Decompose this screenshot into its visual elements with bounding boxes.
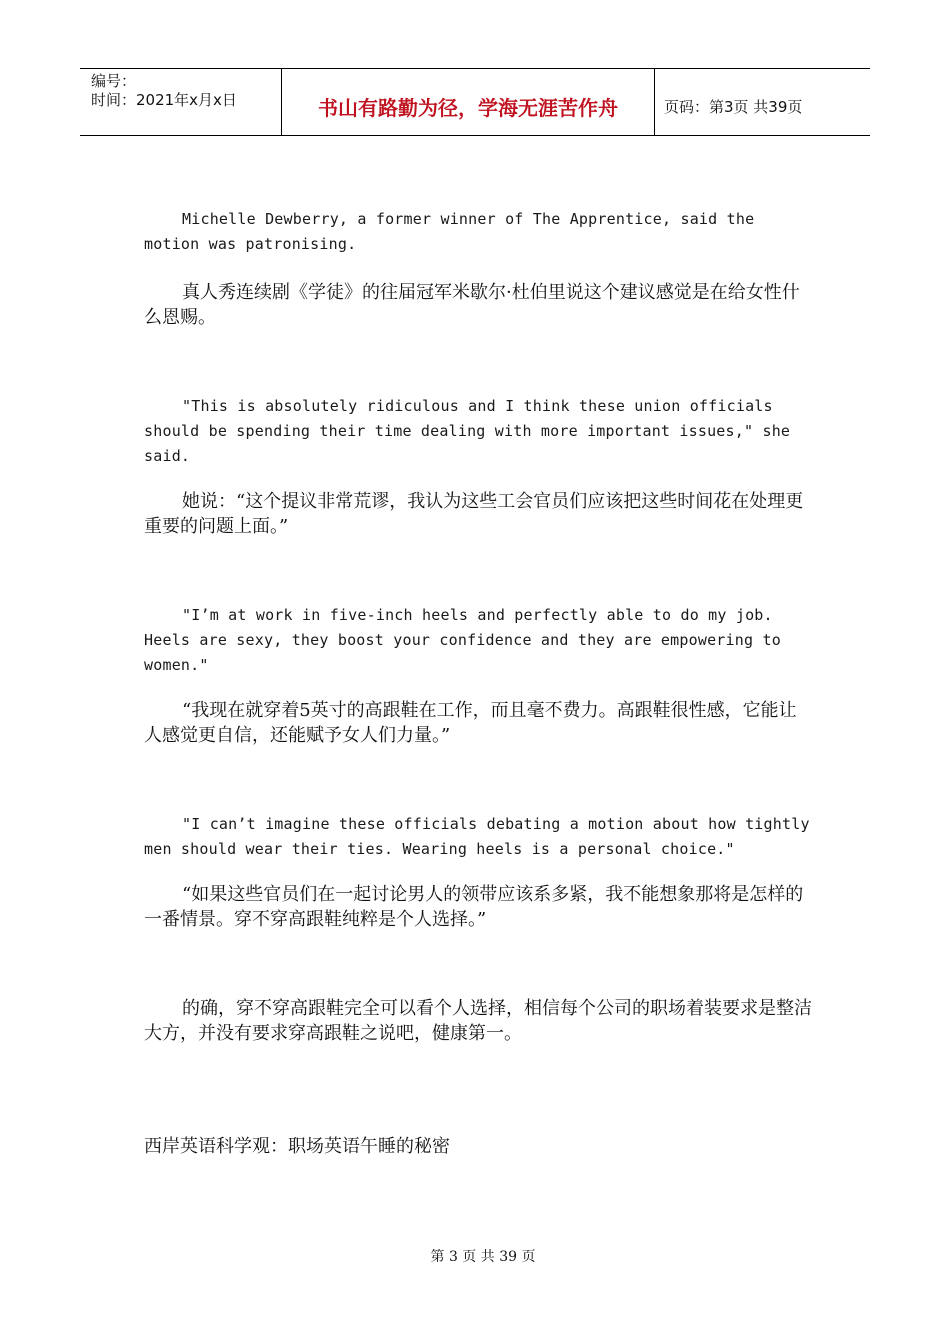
motto: 书山有路勤为径，学海无涯苦作舟: [318, 95, 618, 120]
page-info: 页码：第3页 共39页: [664, 97, 803, 116]
header-meta-cell: [80, 69, 282, 135]
paragraph-chinese: 真人秀连续剧《学徒》的往届冠军米歇尔·杜伯里说这个建议感觉是在给女性什么恩赐。: [144, 282, 800, 328]
paragraph-chinese: 她说：“这个提议非常荒谬，我认为这些工会官员们应该把这些时间花在处理更重要的问题上面。”: [144, 491, 804, 537]
paragraph-chinese-comment: 的确，穿不穿高跟鞋完全可以看个人选择，相信每个公司的职场着装要求是整洁大方，并没有要求穿高跟鞋之说吧，健康第一。: [144, 998, 812, 1044]
header-page-cell: [655, 69, 870, 135]
section-title: 西岸英语科学观：职场英语午睡的秘密: [144, 1136, 450, 1157]
page-footer: 第 3 页 共 39 页: [430, 1249, 536, 1265]
number-label: 编号：: [91, 72, 137, 90]
document-header: [80, 68, 870, 136]
document-body: [144, 207, 814, 1159]
paragraph-chinese: “我现在就穿着5英寸的高跟鞋在工作，而且毫不费力。高跟鞋很性感，它能让人感觉更自信，还能赋予女人们力量。”: [144, 700, 797, 746]
paragraph-chinese: “如果这些官员们在一起讨论男人的领带应该系多紧，我不能想象那将是怎样的一番情景。穿不穿高跟鞋纯粹是个人选择。”: [144, 884, 804, 930]
paragraph-english: Michelle Dewberry, a former winner of The Apprentice, said the motion was patronising.: [144, 210, 755, 253]
paragraph-english: "I’m at work in five-inch heels and perfectly able to do my job. Heels are sexy, they boost your confidence and they are empowering to women.": [144, 606, 781, 674]
paragraph-english: "This is absolutely ridiculous and I think these union officials should be spending their time dealing with more important issues," she said.: [144, 397, 791, 465]
paragraph-english: "I can’t imagine these officials debating a motion about how tightly men should wear their ties. Wearing heels is a personal choice.": [144, 815, 810, 858]
date-line: 时间：2021年x月x日: [91, 91, 237, 109]
header-motto-cell: [282, 69, 655, 135]
